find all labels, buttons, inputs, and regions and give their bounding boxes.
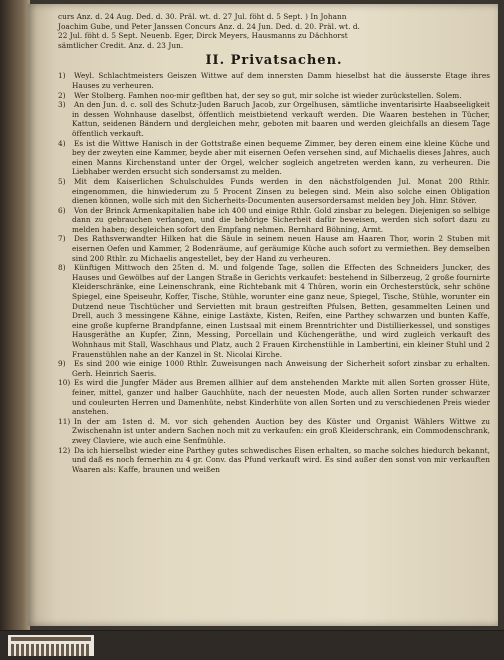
notice-paragraph — [58, 359, 490, 378]
paragraph-text: In der am 1sten d. M. vor sich gehenden Auction bey des Küster und Organist Wählers Wittwe zu Zwischenahn ist unter andern Sachen noch mit zu verkaufen: ein groß Kleiderschrank, ein Commodenschrank, zwey Claviere, wie auch eine Senfmühle. — [72, 416, 490, 445]
paragraph-text: Des Rathsverwandter Hilken hat die Säule in seinem neuen Hause am Haaren Thor, worin 2 Stuben mit eisernen Oefen und Kammer, 2 Bodenräume, auf geräumige Küche auch sofort zu vermiethen. Bey demselben sind 200 Rthlr. zu Michaelis angestellet, bey der Hand zu verheuren. — [72, 234, 490, 263]
paragraph-text: Von der Brinck Armenkapitalien habe ich 400 und einige Rthlr. Gold zinsbar zu belegen. Diejenigen so selbige dann zu gebrauchen verlangen, und die behörige Sicherheit dafür beweisen, werden sich sofort dazu zu melden haben; desgleichen sofort den Empfang nehmen. Bernhard Böhning, Armt. — [72, 205, 490, 234]
bottom-bar — [0, 630, 504, 660]
top-line: Joachim Gube, und Peter Janssen Concurs Anz. d. 24 Jun. Ded. d. 20. Präl. wt. d. — [58, 21, 360, 31]
notice-paragraph — [58, 71, 490, 90]
paragraph-text: Wer Stolberg. Famhen noo-mir gefltben hat, der sey so gut, mir solche ist wieder zurückstellen. Solem. — [74, 90, 462, 100]
top-line: curs Anz. d. 24 Aug. Ded. d. 30. Präl. wt. d. 27 Jul. föht d. 5 Sept. ) In Johann — [58, 12, 347, 21]
scanned-page — [28, 4, 498, 626]
notice-paragraph — [58, 378, 490, 416]
notice-paragraph — [58, 100, 490, 138]
notice-paragraph — [58, 91, 490, 101]
paragraph-number: 9) — [58, 359, 66, 369]
paragraph-text: Weyl. Schlachtmeisters Geiszen Wittwe auf dem innersten Damm hieselbst hat die äusserste Etage ihres Hauses zu verheuren. — [72, 71, 490, 90]
paragraph-number: 5) — [58, 176, 66, 186]
paragraph-number: 7) — [58, 234, 66, 244]
paragraph-number: 3) — [58, 100, 66, 110]
paragraph-text: Künftigen Mittwoch den 25ten d. M. und folgende Tage, sollen die Effecten des Schneiders Juncker, des Hauses und Gewölbes auf der Langen Straße in Gerichts verkaufet: bestehend in Silberzeug, 2 große fournirte Kleiderschränke, eine Leinenschrank, eine Richtebank mit 4 Thüren, worin ein Orchesterstück, sehr schöne Spiegel, eine Speiseuhr, Koffer, Tische, Stühle, worunter eine ganz neue, Spiegel, Tische, Stühle, worunter ein Dutzend neue Tischtücher und Servietten mit braun gestreiften Pfulsen, Betten, gesammelten Leinen und Drell, auch 3 messingene Kähne, einige Lastäxte, Kisten, Reifen, eine Parthey schwarzen und bunten Kaffe, eine große kupferne Brandpfanne, einen Lustsaal mit einem Brenntrichter und Distillierkessel, und sonstiges Hausgeräthe an Kupfer, Zinn, Messing, Porcellain und Küchengeräthe, und wird zugleich verkauft des Wohnhaus mit Stall, Waschhaus und Platz, auch 2 Frauen Kirchenstühle in Lambertini, ein kleiner Stuhl und 2 Frauenstühlen nahe an der Kanzel in St. Nicolai Kirche. — [72, 263, 490, 359]
library-logo-icon[interactable] — [8, 635, 94, 656]
notice-paragraph — [58, 177, 490, 206]
paragraph-number: 6) — [58, 205, 66, 215]
paragraph-list — [58, 71, 490, 474]
paragraph-text: Mit dem Kaiserlichen Schulschuldes Funds werden in den nächstfolgenden Jul. Monat 200 Rthlr. eingenommen, die hinwiederum zu 5 Procent Zinsen zu belegen sind. Mein also solche einen Obligation dienen können, wolle sich mit den Sicherheits-Documenten ausersordersamst melden bey Joh. Hinr. Stöver. — [72, 176, 490, 206]
paragraph-text: An den Jun. d. c. soll des Schutz-Juden Baruch Jacob, zur Orgelhusen, sämtliche inventarisirte Haabseeligkeit in dessen Wohnhause daselbst, öffentlich meistbietend verkauft werden. Die Waaren bestehen in Tücher, Kattun, seidenen Bändern und dergleichen mehr, geboten mit baaren und werden gleichfalls an diesem Tage öffentlich verkauft. — [72, 100, 490, 138]
notice-paragraph — [58, 446, 490, 475]
top-line: 22 Jul. föht d. 5 Sept. Neuenb. Eger, Dirck Meyers, Hausmanns zu Dächhorst — [58, 31, 348, 41]
paragraph-text: Es wird die Jungfer Mäder aus Bremen allhier auf dem anstehenden Markte mit allen Sorten grosser Hüte, feiner, mittel, ganzer und halber Gauchhüte, nach der neuesten Mode, auch allen Sorten runder schwarzer und couleurten Herren und Damenhüte, nebst Kinderhüte von allen Sorten und zu verschiedenen Preis wieder anstehen. — [72, 378, 490, 417]
notice-paragraph — [58, 206, 490, 235]
notice-paragraph — [58, 139, 490, 177]
page-text — [58, 12, 490, 474]
paragraph-number: 8) — [58, 263, 66, 273]
top-line: sämtlicher Credit. Anz. d. 23 Jun. — [58, 40, 184, 50]
paragraph-number: 4) — [58, 138, 66, 148]
paragraph-number: 11) — [58, 416, 71, 426]
notice-paragraph — [58, 417, 490, 446]
paragraph-text: Es ist die Wittwe Hanisch in der Gottstraße einen bequeme Zimmer, bey deren einem eine kleine Küche und bey der zweyten eine Kammer, beyde aber mit eisernen Oefen versehen sind, auf Michaelis dieses Jahres, auch einen Manns Kirchenstand unter der Orgel, welcher sogleich angetreten werden kann, zu verheuren. Die Liebhaber werden ersucht sich sondersamst zu melden. — [72, 138, 490, 177]
paragraph-number: 12) — [58, 445, 71, 455]
book-spine — [0, 0, 30, 630]
paragraph-text: Da ich hierselbst wieder eine Parthey gutes schwedisches Eisen erhalten, so mache solches hiedurch bekannt, und daß es noch fernerhin zu 4 gr. Conv. das Pfund verkauft wird. Es sind außer den sonst von mir verkauften Waaren als: Kaffe, braunen und weißen — [72, 445, 490, 474]
notice-paragraph — [58, 263, 490, 359]
section-heading: II. Privatsachen. — [205, 53, 343, 69]
paragraph-number: 10) — [58, 378, 71, 388]
top-lines — [58, 12, 490, 50]
notice-paragraph — [58, 234, 490, 263]
paragraph-text: Es sind 200 wie einige 1000 Rthlr. Zuweisungen nach Anweisung der Sicherheit sofort zinsbar zu erhalten. Gerh. Heinrich Saeris. — [72, 359, 490, 378]
paragraph-number: 1) — [58, 71, 66, 81]
paragraph-number: 2) — [58, 90, 66, 100]
